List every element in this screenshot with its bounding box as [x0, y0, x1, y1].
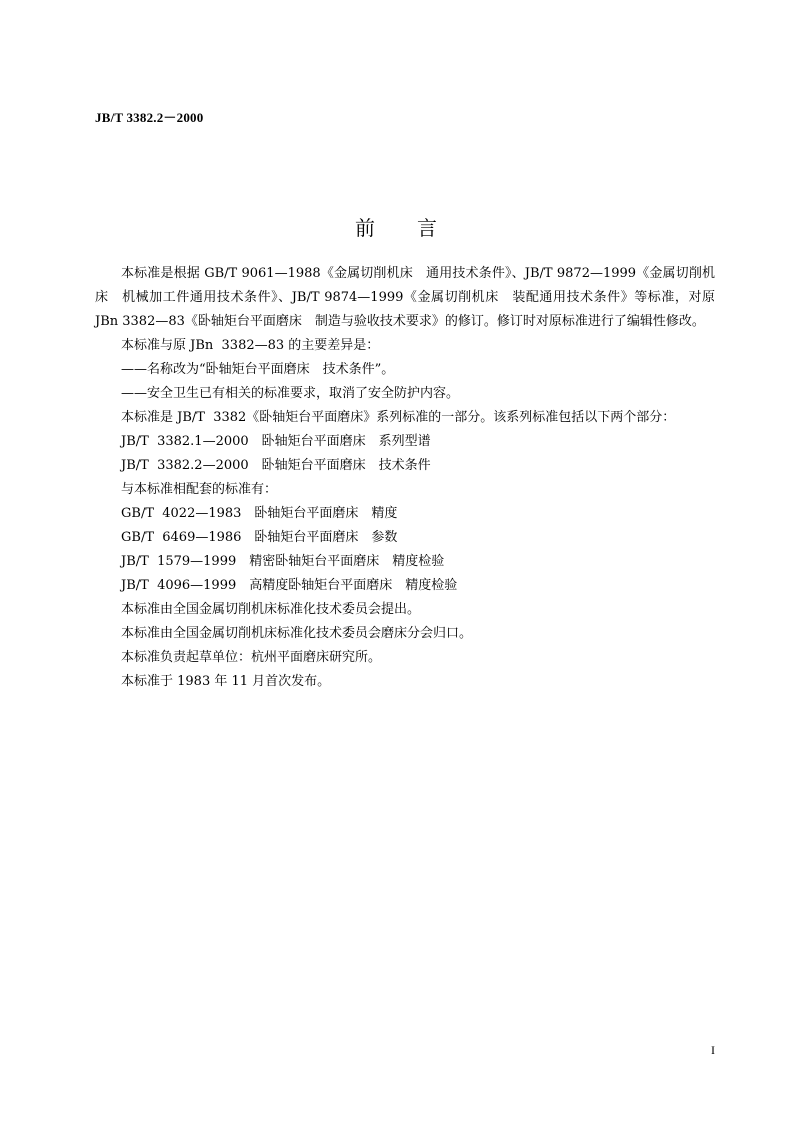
- related-intro: 与本标准相配套的标准有：: [121, 482, 278, 497]
- closing-managed-by: 本标准由全国金属切削机床标准化技术委员会磨床分会归口。: [121, 626, 473, 641]
- difference-item: ——安全卫生已有相关的标准要求，取消了安全防护内容。: [121, 386, 460, 401]
- related-standard-item: JB/T 1579—1999 精密卧轴矩台平面磨床 精度检验: [121, 554, 445, 569]
- closing-proposed-by: 本标准由全国金属切削机床标准化技术委员会提出。: [121, 602, 421, 617]
- closing-first-issued: 本标准于 1983 年 11 月首次发布。: [121, 674, 331, 689]
- title-char-1: 前: [355, 216, 375, 240]
- title-char-2: 言: [417, 216, 437, 240]
- closing-drafting-unit: 本标准负责起草单位：杭州平面磨床研究所。: [121, 650, 382, 665]
- intro-paragraph: 本标准是根据 GB/T 9061—1988《金属切削机床 通用技术条件》、JB/T 9872—1999《金属切削机床 机械加工件通用技术条件》、JB/T 9874—1999《金属切削机床 装配通用技术条件》等标准，对原 JBn 3382—83《卧轴矩台平面磨床 制造与验收技术要求》的修订。修订时对原标准进行了编辑性修改。: [95, 266, 715, 329]
- series-intro: 本标准是 JB/T 3382《卧轴矩台平面磨床》系列标准的一部分。该系列标准包括以下两个部分：: [121, 410, 676, 425]
- related-standard-item: JB/T 4096—1999 高精度卧轴矩台平面磨床 精度检验: [121, 578, 458, 593]
- series-item: JB/T 3382.2—2000 卧轴矩台平面磨床 技术条件: [121, 458, 431, 473]
- related-standard-item: GB/T 4022—1983 卧轴矩台平面磨床 精度: [121, 506, 398, 521]
- difference-item: ——名称改为“卧轴矩台平面磨床 技术条件”。: [121, 362, 395, 377]
- standard-code-header: JB/T 3382.2－2000: [95, 110, 204, 125]
- page-title: [0, 212, 792, 241]
- differences-intro: 本标准与原 JBn 3382—83 的主要差异是：: [121, 338, 380, 353]
- related-standard-item: GB/T 6469—1986 卧轴矩台平面磨床 参数: [121, 530, 398, 545]
- foreword-body: [95, 262, 715, 694]
- page-number: I: [711, 1043, 715, 1057]
- series-item: JB/T 3382.1—2000 卧轴矩台平面磨床 系列型谱: [121, 434, 431, 449]
